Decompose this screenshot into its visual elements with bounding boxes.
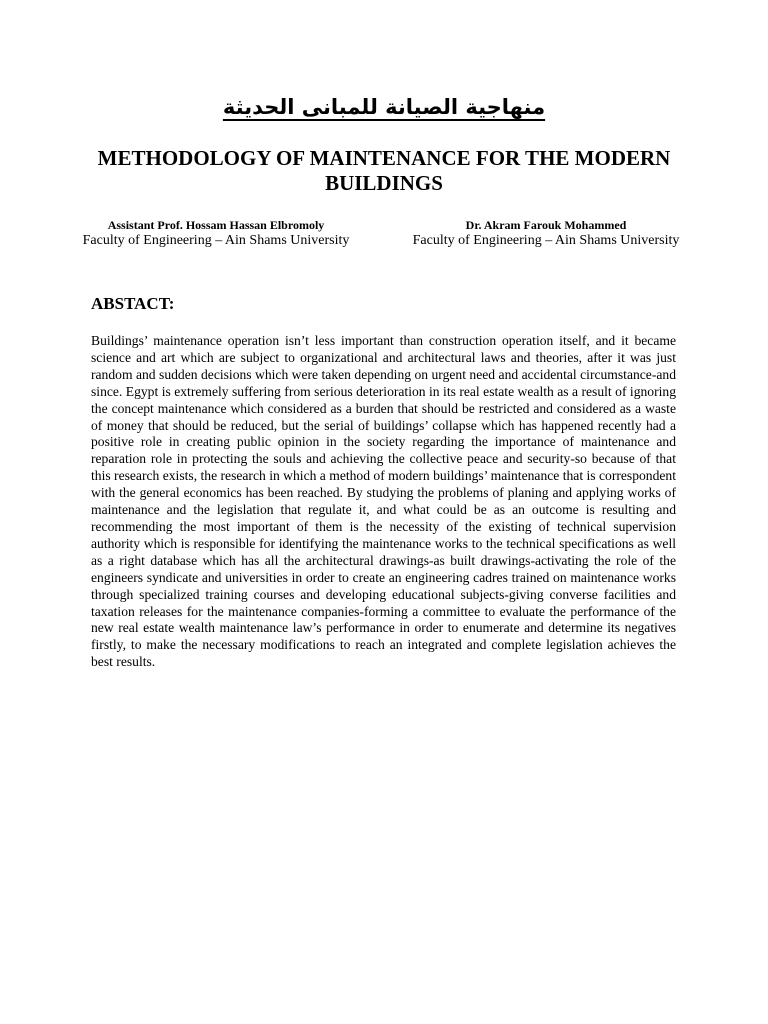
author-affiliation: Faculty of Engineering – Ain Shams University <box>412 233 680 248</box>
abstract-body: Buildings’ maintenance operation isn’t less important than construction operation itself, and it became science and art which are subject to organizational and architectural laws and theories, after it was just random and sudden decisions which were taken depending on urgent need and accidental circumstance-and since. Egypt is extremely suffering from serious deterioration in its real estate wealth as a result of ignoring the concept maintenance which considered as a burden that should be restricted and considered as a waste of money that should be reduced, but the serial of buildings’ collapse which has happened recently had a positive role in creating public opinion in the society regarding the importance of maintenance and reparation role in protecting the souls and achieving the collective peace and security-so because of that this research exists, the research in which a method of modern buildings’ maintenance that is correspondent with the general economics has been reached. By studying the problems of planing and applying works of maintenance and the legislation that regulate it, and what could be as an outcome is resulting and recommending the most important of them is the necessity of the existing of technical supervision authority which is responsible for identifying the maintenance works to the technical specifications as well as a right database which has all the architectural drawings-as built drawings-activating the role of the engineers syndicate and universities in order to create an engineering cadres trained on maintenance works through specialized training courses and developing educational subjects-giving converse facilities and taxation releases for the maintenance companies-forming a committee to evaluate the performance of the new real estate wealth maintenance law’s performance in order to enumerate and determine its negatives firstly, to make the necessary modifications to reach an integrated and complete legislation achieves the best results. <box>91 333 676 670</box>
author-affiliation: Faculty of Engineering – Ain Shams University <box>82 233 350 248</box>
author-block-2 <box>396 217 696 249</box>
arabic-title <box>0 95 768 119</box>
author-name: Assistant Prof. Hossam Hassan Elbromoly <box>107 218 325 232</box>
author-block-1 <box>66 217 366 249</box>
paper-title: METHODOLOGY OF MAINTENANCE FOR THE MODERN BUILDINGS <box>97 146 671 195</box>
author-name: Dr. Akram Farouk Mohammed <box>465 218 627 232</box>
arabic-title-text: منهاجية الصيانة للمبانى الحديثة <box>222 95 546 119</box>
abstract-heading: ABSTACT: <box>91 294 175 313</box>
